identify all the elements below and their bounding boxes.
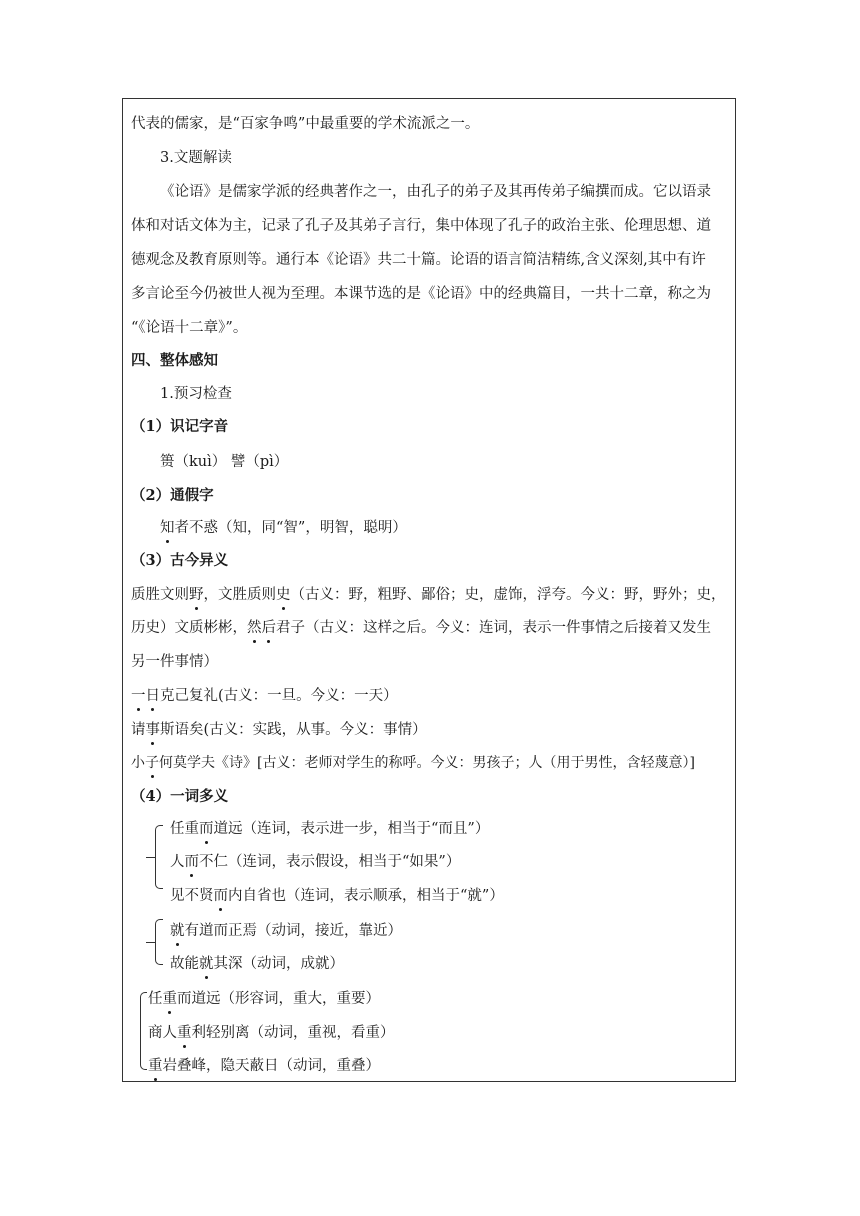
emphasis-char: 而: [184, 854, 199, 870]
polysemy-example: 故能就其深（动词，成就）: [170, 956, 344, 972]
emphasis-char: 史: [276, 587, 291, 603]
polysemy-example: 任重而道远（形容词，重大，重要）: [148, 991, 380, 1007]
emphasis-char: 知: [160, 520, 175, 536]
brace-tick: [146, 857, 156, 858]
paragraph-line: 多言论至今仍被世人视为至理。本课节选的是《论语》中的经典篇目，一共十二章，称之为: [131, 286, 711, 302]
subsection-heading: 1.预习检查: [160, 386, 232, 402]
paragraph-line: 代表的儒家，是“百家争鸣”中最重要的学术流派之一。: [131, 116, 480, 132]
example-line: 请事斯语矣(古义：实践，从事。今义：事情）: [131, 722, 427, 738]
example-line: 质胜文则野，文胜质则史（古义：野，粗野、鄙俗；史，虚饰，浮夸。今义：野，野外；史，: [131, 587, 726, 603]
polysemy-example: 见不贤而内自省也（连词，表示顺承，相当于“就”）: [170, 888, 504, 904]
emphasis-char: 重: [177, 1025, 192, 1041]
example-line: 小子何莫学夫《诗》[古义：老师对学生的称呼。今义：男孩子；人（用于男性，含轻蔑意）]: [131, 755, 695, 771]
polysemy-example: 商人重利轻别离（动词，重视，看重）: [148, 1025, 395, 1041]
polysemy-example: 重岩叠峰，隐天蔽日（动词，重叠）: [148, 1058, 380, 1074]
emphasis-char: 野: [189, 587, 204, 603]
subsection-heading: （4）一词多义: [131, 788, 229, 805]
brace-icon: [155, 919, 163, 965]
subsection-heading: （1）识记字音: [131, 418, 229, 435]
paragraph-line: 体和对话文体为主，记录了孔子及其弟子言行，集中体现了孔子的政治主张、伦理思想、道: [131, 218, 711, 234]
polysemy-example: 人而不仁（连词，表示假设，相当于“如果”）: [170, 854, 461, 870]
subsection-heading: （2）通假字: [131, 487, 214, 504]
emphasis-char: 就: [199, 956, 214, 972]
pronunciation-line: 篑（kuì） 譬（pì）: [160, 454, 289, 470]
paragraph-line: “《论语十二章》”。: [131, 320, 248, 336]
emphasis-char: 而: [199, 821, 214, 837]
emphasis-char: 重: [162, 991, 177, 1007]
subsection-heading: （3）古今异义: [131, 552, 229, 569]
section-heading: 3.文题解读: [160, 150, 232, 166]
emphasis-char: 日: [145, 688, 160, 704]
example-line: 一日克己复礼(古义：一旦。今义：一天）: [131, 688, 398, 704]
emphasis-char: 就: [170, 923, 185, 939]
example-line: 另一件事情）: [131, 654, 218, 670]
paragraph-line: 德观念及教育原则等。通行本《论语》共二十篇。论语的语言简洁精练,含义深刻,其中有许: [131, 252, 706, 268]
brace-tick: [146, 942, 156, 943]
emphasis-char: 后: [261, 620, 276, 636]
emphasis-char: 而: [213, 888, 228, 904]
polysemy-example: 就有道而正焉（动词，接近，靠近）: [170, 923, 402, 939]
paragraph-line: 《论语》是儒家学派的经典著作之一，由孔子的弟子及其再传弟子编撰而成。它以语录: [160, 184, 711, 200]
brace-icon: [140, 992, 147, 1070]
example-line: 历史）文质彬彬，然后君子（古义：这样之后。今义：连词，表示一件事情之后接着又发生: [131, 620, 711, 636]
emphasis-char: 子: [145, 755, 159, 771]
brace-icon: [155, 825, 163, 889]
emphasis-char: 然: [247, 620, 262, 636]
emphasis-char: 一: [131, 688, 146, 704]
polysemy-example: 任重而道远（连词，表示进一步，相当于“而且”）: [170, 821, 490, 837]
emphasis-char: 事: [145, 722, 160, 738]
emphasis-char: 重: [148, 1058, 163, 1074]
section-heading: 四、整体感知: [131, 352, 218, 369]
example-line: 知者不惑（知，同“智”，明智，聪明）: [160, 520, 407, 536]
